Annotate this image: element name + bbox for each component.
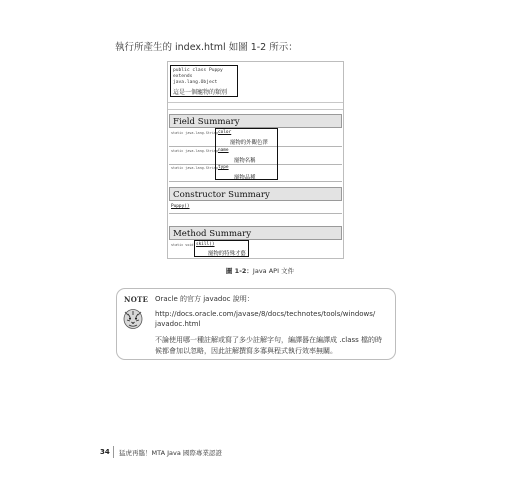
field-desc: 寵物的外觀色澤 <box>230 140 268 146</box>
javadoc-figure <box>167 61 344 259</box>
tiger-icon <box>122 306 144 330</box>
note-line: Oracle 的官方 javadoc 說明： <box>155 295 254 303</box>
row-divider <box>169 181 342 182</box>
class-description: 這是一個寵物的類別 <box>173 89 228 96</box>
field-summary-header: Field Summary <box>169 114 342 128</box>
note-url-line: http://docs.oracle.com/javase/8/docs/technotes/tools/windows/ <box>155 310 376 318</box>
page-number: 34 <box>100 448 110 456</box>
field-type: static java.lang.String <box>171 131 218 135</box>
caption-text: Java API 文件 <box>252 267 295 275</box>
field-name-name[interactable]: name <box>218 148 229 153</box>
field-type: static java.lang.String <box>171 166 218 170</box>
constructor-summary-header: Constructor Summary <box>169 187 342 201</box>
method-summary-header: Method Summary <box>169 226 342 240</box>
fields-highlight-box <box>215 128 278 180</box>
class-declaration-box <box>170 65 238 97</box>
note-url-line: javadoc.html <box>155 320 201 328</box>
note-label: NOTE <box>124 295 149 304</box>
separator <box>168 102 343 103</box>
field-desc: 寵物品種 <box>234 175 256 181</box>
method-type: static void <box>171 243 194 247</box>
method-highlight-box <box>194 240 249 257</box>
method-desc: 寵物的特殊才藝 <box>208 251 246 257</box>
row-divider <box>169 213 342 214</box>
separator <box>168 109 343 110</box>
class-extends-line: extends java.lang.Object <box>173 74 218 85</box>
intro-paragraph: 執行所產生的 index.html 如圖 1-2 所示： <box>115 42 298 53</box>
constructor-name[interactable]: Puppy() <box>171 204 190 209</box>
caption-label: 圖 1-2： <box>225 267 253 275</box>
note-box <box>116 288 396 360</box>
field-name-color[interactable]: color <box>218 130 232 135</box>
class-declaration-line: public class Puppy <box>173 68 223 73</box>
field-type: static java.lang.String <box>171 149 218 153</box>
field-desc: 寵物名稱 <box>234 158 256 164</box>
field-name-type[interactable]: type <box>218 165 229 170</box>
note-line: 不論使用哪一種註解或寫了多少註解字句，編譯器在編譯成 .class 檔的時 <box>155 336 383 344</box>
figure-caption <box>0 266 520 275</box>
running-title: 猛虎再臨！MTA Java 國際專業認證 <box>119 449 222 457</box>
method-name[interactable]: skill() <box>196 242 215 247</box>
footer-divider <box>113 446 114 458</box>
note-line: 候都會加以忽略，因此註解撰寫多寡與程式執行效率無關。 <box>155 347 337 355</box>
